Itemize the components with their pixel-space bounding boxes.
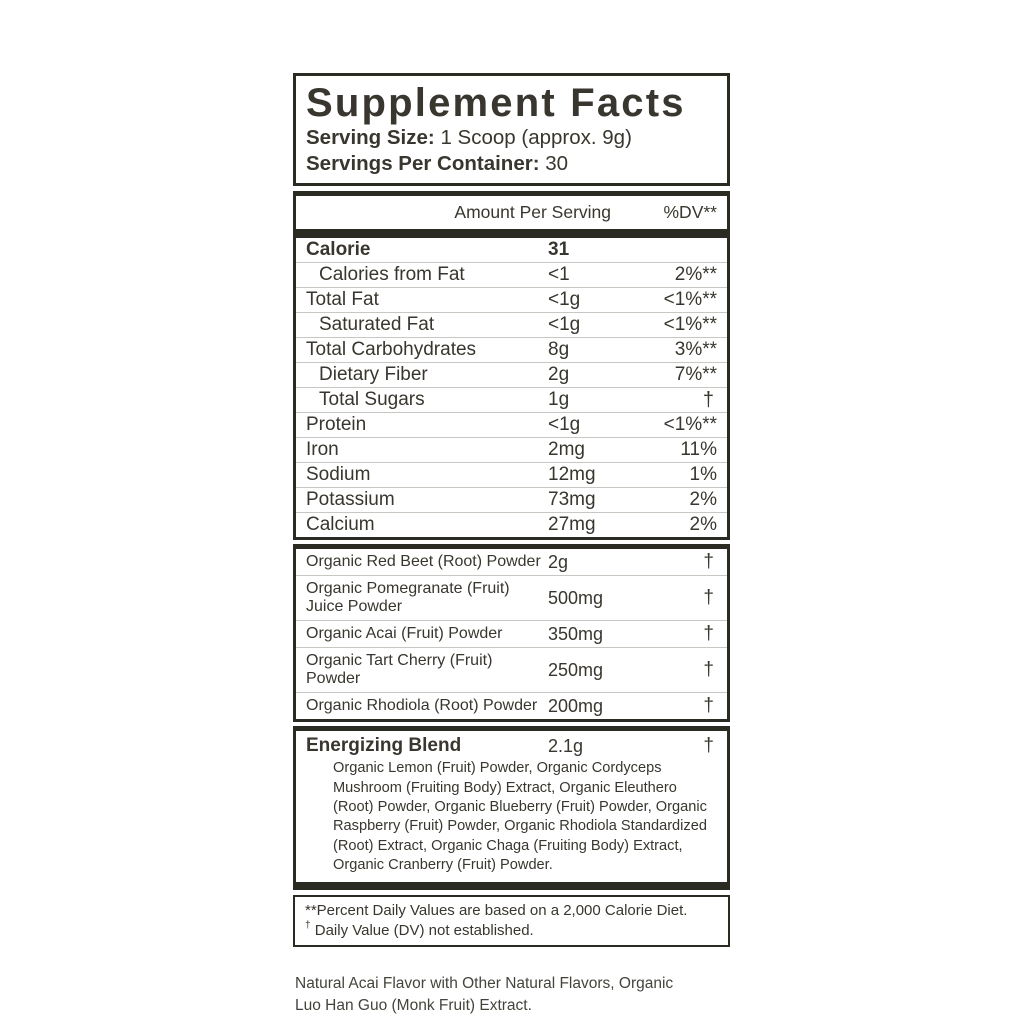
row-amount: 250mg xyxy=(548,660,604,681)
footnote-dv-text: Daily Value (DV) not established. xyxy=(314,922,534,940)
row-dv: 7%** xyxy=(674,364,717,386)
ingredient-table xyxy=(293,544,730,722)
ingredient-row xyxy=(296,549,727,575)
nutrient-table xyxy=(293,191,730,540)
row-name: Protein xyxy=(306,414,367,436)
servings-per-container-value: 30 xyxy=(545,152,569,176)
blend-dv: † xyxy=(703,735,714,757)
blend-section xyxy=(293,726,730,890)
nutrient-rows xyxy=(296,238,727,537)
row-dv: <1%** xyxy=(663,314,717,336)
row-dv: <1%** xyxy=(663,289,717,311)
row-dv: † xyxy=(703,623,714,645)
supplement-facts-label xyxy=(293,73,730,1017)
row-amount: 73mg xyxy=(548,489,596,511)
percent-dv-header: %DV** xyxy=(663,202,717,223)
row-name: Total Fat xyxy=(306,289,379,311)
row-name: Organic Pomegranate (Fruit) Juice Powder xyxy=(306,580,510,616)
row-dv: † xyxy=(703,551,714,573)
row-dv: † xyxy=(703,695,714,717)
servings-per-container-line xyxy=(306,151,717,176)
nutrient-row xyxy=(296,412,727,437)
row-dv: 2% xyxy=(689,514,717,536)
row-dv: 2% xyxy=(689,489,717,511)
servings-per-container-label: Servings Per Container: xyxy=(306,152,540,176)
nutrient-row xyxy=(296,437,727,462)
row-name: Organic Rhodiola (Root) Powder xyxy=(306,697,538,715)
nutrient-row xyxy=(296,487,727,512)
nutrient-row xyxy=(296,362,727,387)
row-dv: † xyxy=(703,659,714,681)
footnote-dv-not-established xyxy=(305,921,718,941)
nutrient-row xyxy=(296,262,727,287)
row-name: Organic Acai (Fruit) Powder xyxy=(306,625,503,643)
row-name: Calcium xyxy=(306,514,375,536)
ingredient-row xyxy=(296,620,727,647)
row-name: Potassium xyxy=(306,489,395,511)
row-name: Saturated Fat xyxy=(319,314,435,336)
ingredient-row xyxy=(296,647,727,692)
row-name: Iron xyxy=(306,439,339,461)
nutrient-row xyxy=(296,337,727,362)
amount-per-serving-header: Amount Per Serving xyxy=(454,202,611,223)
blend-name: Energizing Blend xyxy=(306,735,462,757)
row-amount: <1g xyxy=(548,289,581,311)
nutrient-row xyxy=(296,287,727,312)
row-amount: 12mg xyxy=(548,464,596,486)
row-amount: 31 xyxy=(548,239,570,261)
serving-size-line xyxy=(306,125,717,150)
nutrient-row xyxy=(296,312,727,337)
blend-ingredients-text: Organic Lemon (Fruit) Powder, Organic Cordyceps Mushroom (Fruiting Body) Extract, Organic Eleuthero (Root) Powder, Organic Blueberry (Fruit) Powder, Organic Raspberry (Fruit) Powder, Organic Rhodiola Standardized (Root) Extract, Organic Chaga (Fruiting Body) Extract, Organic Cranberry (Fruit) Powder. xyxy=(333,760,707,873)
serving-size-label: Serving Size: xyxy=(306,126,435,150)
row-amount: 8g xyxy=(548,339,570,361)
row-amount: <1g xyxy=(548,414,581,436)
row-dv: 1% xyxy=(689,464,717,486)
nutrient-row xyxy=(296,512,727,537)
row-dv: † xyxy=(703,587,714,609)
row-amount: <1 xyxy=(548,264,570,286)
row-dv: <1%** xyxy=(663,414,717,436)
nutrient-row xyxy=(296,387,727,412)
blend-amount: 2.1g xyxy=(548,736,584,757)
row-amount: 2g xyxy=(548,552,569,573)
serving-size-value: 1 Scoop (approx. 9g) xyxy=(440,126,632,150)
row-dv: † xyxy=(702,389,714,412)
row-name: Total Carbohydrates xyxy=(306,339,477,361)
row-dv: 11% xyxy=(680,439,717,461)
row-amount: 1g xyxy=(548,389,570,411)
row-name: Organic Tart Cherry (Fruit) Powder xyxy=(306,652,493,688)
row-name: Dietary Fiber xyxy=(319,364,428,386)
row-name: Calories from Fat xyxy=(319,264,465,286)
nutrient-row xyxy=(296,238,727,262)
row-name: Calorie xyxy=(306,239,371,261)
footnote-section xyxy=(293,895,730,947)
row-amount: 350mg xyxy=(548,624,604,645)
row-amount: 2g xyxy=(548,364,570,386)
ingredient-row xyxy=(296,692,727,719)
row-dv: 2%** xyxy=(674,264,717,286)
row-amount: 200mg xyxy=(548,696,604,717)
table-header-row xyxy=(296,196,727,238)
dagger-symbol: † xyxy=(305,920,311,932)
label-title: Supplement Facts xyxy=(306,81,686,125)
row-amount: 27mg xyxy=(548,514,596,536)
row-name: Sodium xyxy=(306,464,371,486)
row-name: Total Sugars xyxy=(319,389,425,411)
row-name: Organic Red Beet (Root) Powder xyxy=(306,553,541,571)
row-amount: 2mg xyxy=(548,439,585,461)
blend-header-row xyxy=(296,731,727,758)
nutrient-row xyxy=(296,462,727,487)
ingredient-row xyxy=(296,575,727,620)
flavor-note: Natural Acai Flavor with Other Natural Flavors, Organic Luo Han Guo (Monk Fruit) Extract. xyxy=(295,975,674,1015)
row-dv: 3%** xyxy=(674,339,717,361)
footnote-daily-values: **Percent Daily Values are based on a 2,000 Calorie Diet. xyxy=(305,902,688,920)
title-section xyxy=(293,73,730,186)
row-amount: <1g xyxy=(548,314,581,336)
row-amount: 500mg xyxy=(548,588,604,609)
